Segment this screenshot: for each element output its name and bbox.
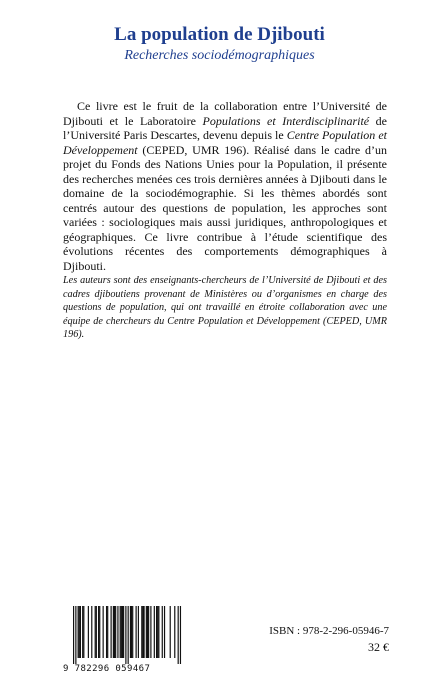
summary-centre-name: Centre Population et Développement — [63, 128, 387, 157]
barcode-bar — [88, 606, 89, 658]
barcode-bar — [178, 606, 179, 664]
summary-text-2: de l’Université Paris Descartes, devenu depuis le — [63, 113, 387, 142]
isbn-label: ISBN : 978-2-296-05946-7 — [269, 625, 389, 637]
barcode-bar — [162, 606, 163, 658]
barcode-bar — [114, 606, 115, 658]
barcode-bar — [141, 606, 142, 658]
summary-text-1: Ce livre est le fruit de la collaboration entre l’Université de Djibouti et le Laboratoire — [63, 99, 387, 128]
barcode-bar — [106, 606, 107, 658]
barcode-bar — [138, 606, 139, 658]
barcode-bar — [121, 606, 122, 658]
barcode-bar — [136, 606, 137, 658]
price-label: 32 € — [368, 640, 389, 654]
barcode-bar — [180, 606, 181, 664]
barcode-bar — [132, 606, 133, 658]
barcode-bar — [91, 606, 92, 658]
barcode-bar — [146, 606, 147, 658]
barcode-bar — [83, 606, 84, 658]
authors-paragraph: Les auteurs sont des enseignants-chercheurs de l’Université de Djibouti et des cadres djiboutiens provenant de Ministères ou d’organismes en charge des questions de population, qui ont travaillé en étroite collaboration avec une équipe de chercheurs du Centre Population et Développement (CEPED, UMR 196). — [63, 275, 387, 340]
barcode-bar — [174, 606, 175, 658]
barcode-bar — [120, 606, 121, 658]
barcode-bars — [63, 606, 183, 664]
barcode-bar — [82, 606, 83, 658]
barcode-bar — [111, 606, 112, 658]
barcode-bar — [128, 606, 129, 664]
barcode-bar — [73, 606, 74, 664]
barcode-bar — [148, 606, 149, 658]
barcode-bar — [130, 606, 131, 658]
book-subtitle: Recherches sociodémographiques — [124, 48, 315, 63]
book-title: La population de Djibouti — [114, 24, 325, 45]
barcode-bar — [143, 606, 144, 658]
barcode-bar — [157, 606, 158, 658]
barcode-bar — [95, 606, 96, 658]
barcode-bar — [125, 606, 126, 664]
barcode-bar — [156, 606, 157, 658]
barcode-bar — [75, 606, 76, 664]
barcode-bar — [142, 606, 143, 658]
summary-paragraph — [63, 99, 387, 273]
barcode-bar — [150, 606, 151, 658]
barcode-bar — [78, 606, 79, 658]
barcode-bar — [80, 606, 81, 658]
barcode-bar — [79, 606, 80, 658]
barcode-bar — [154, 606, 155, 658]
barcode-bar — [147, 606, 148, 658]
summary-lab-name: Populations et Interdisciplinarité — [202, 113, 370, 128]
barcode-bar — [117, 606, 118, 658]
barcode-bar — [96, 606, 97, 658]
barcode-bar — [158, 606, 159, 658]
barcode-bar — [164, 606, 165, 658]
barcode-bar — [131, 606, 132, 658]
barcode-bar — [115, 606, 116, 658]
barcode-bar — [98, 606, 99, 658]
barcode-bar — [122, 606, 123, 658]
barcode-bar — [123, 606, 124, 658]
barcode — [63, 606, 183, 676]
barcode-bar — [170, 606, 171, 658]
barcode-digits: 9 782296 059467 — [63, 664, 151, 674]
barcode-bar — [113, 606, 114, 658]
barcode-bar — [99, 606, 100, 658]
summary-text-3: (CEPED, UMR 196). Réalisé dans le cadre d’un projet du Fonds des Nations Unies pour la Population, il présente des recherches menées ces trois dernières années à Djibouti dans le domaine de la sociodémographie. Si les thèmes abordés sont centrés autour des questions de population, les approches sont variées : sociologiques mais aussi juridiques, anthropologiques et géographiques. Ce livre contribue à l’étude scientifique des évolutions récentes des comportements démographiques à Djibouti. — [63, 142, 387, 273]
barcode-bar — [103, 606, 104, 658]
barcode-bar — [107, 606, 108, 658]
